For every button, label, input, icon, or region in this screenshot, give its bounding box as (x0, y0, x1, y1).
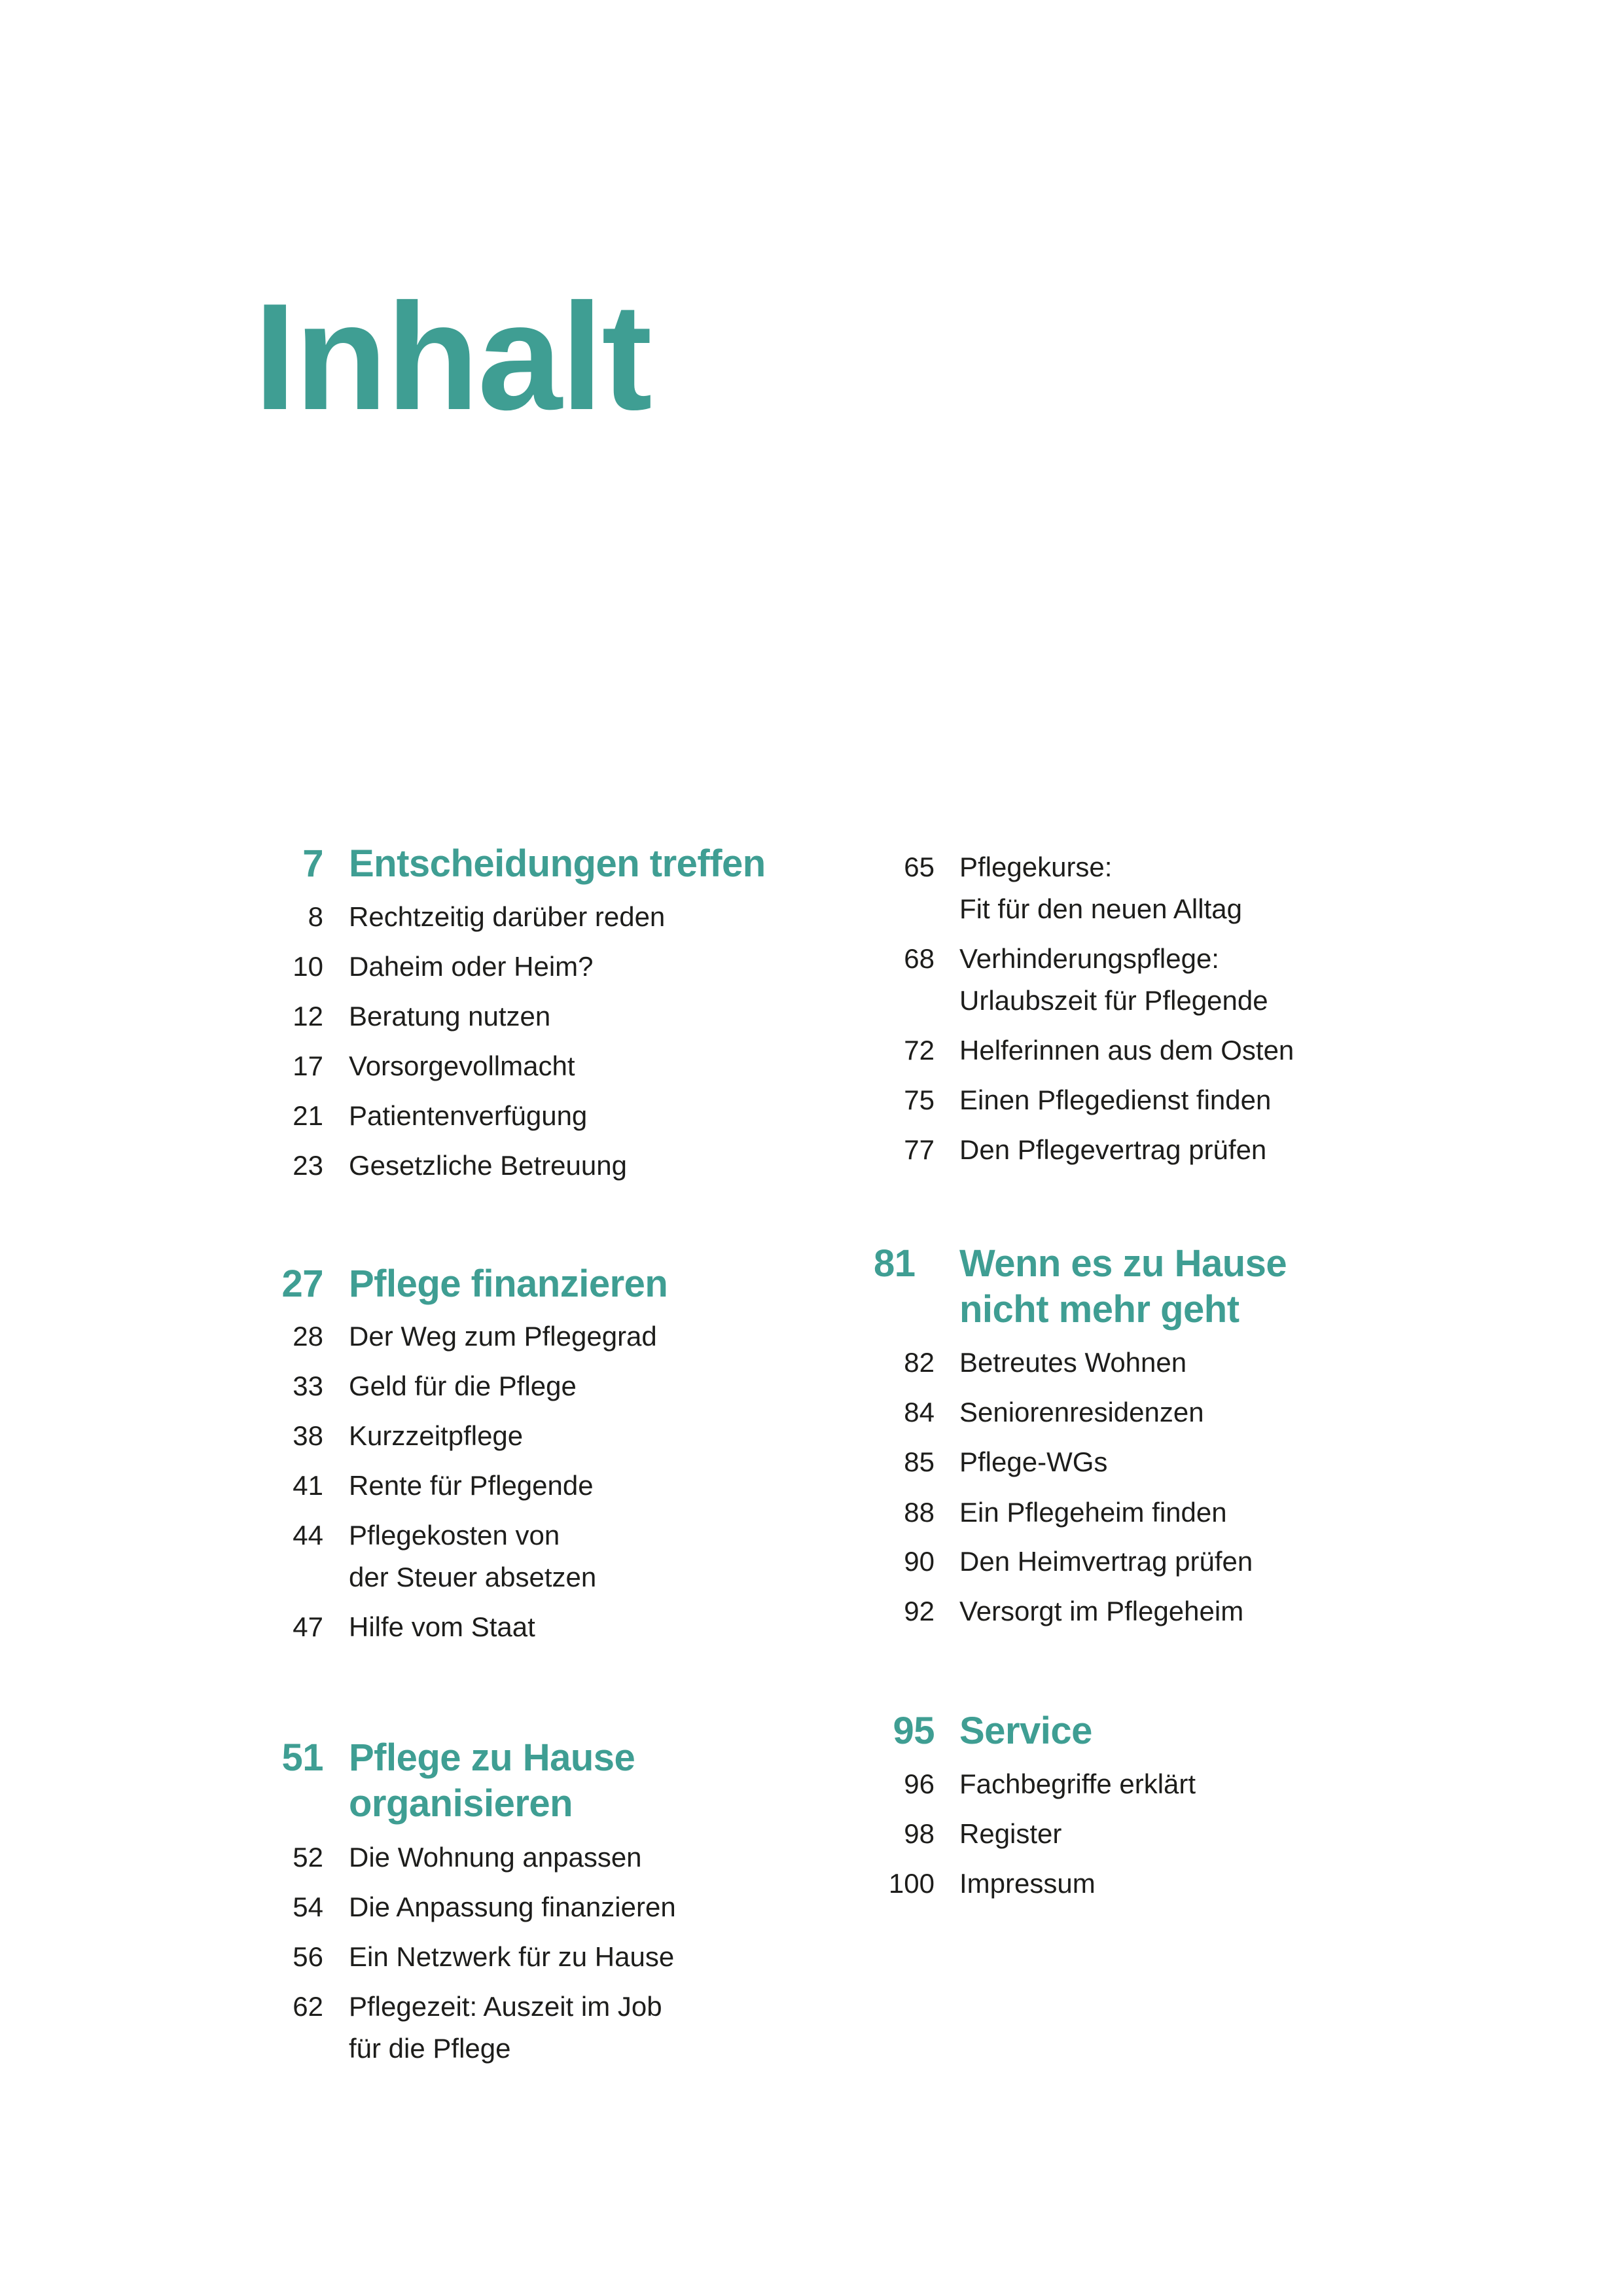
entry-title (349, 1515, 596, 1598)
entry-title: Ein Netzwerk für zu Hause (349, 1941, 675, 1972)
entry-page-number: 90 (904, 1546, 935, 1577)
chapter-title-line1: Pflege zu Hause (349, 1736, 635, 1779)
entry-page-number: 44 (293, 1520, 323, 1551)
entry-title: Pflege-WGs (959, 1446, 1108, 1477)
chapter-title-line2: nicht mehr geht (959, 1288, 1240, 1331)
entry-title: Den Heimvertrag prüfen (959, 1546, 1253, 1577)
entry-title: Seniorenresidenzen (959, 1397, 1204, 1427)
entry-page-number: 68 (904, 943, 935, 974)
entry-title (959, 846, 1242, 930)
entry-page-number: 92 (904, 1596, 935, 1626)
entry-page-number: 21 (293, 1100, 323, 1131)
entry-page-number: 52 (293, 1842, 323, 1873)
entry-title: Hilfe vom Staat (349, 1611, 535, 1642)
entry-page-number: 23 (293, 1150, 323, 1181)
entry-title: Beratung nutzen (349, 1001, 551, 1031)
entry-title: Betreutes Wohnen (959, 1347, 1187, 1378)
chapter-title: Service (959, 1710, 1092, 1752)
entry-title: Der Weg zum Pflegegrad (349, 1321, 657, 1352)
entry-page-number: 100 (888, 1868, 935, 1899)
entry-title: Daheim oder Heim? (349, 951, 594, 982)
entry-page-number: 72 (904, 1035, 935, 1066)
entry-page-number: 56 (293, 1941, 323, 1972)
chapter-page-number: 51 (281, 1736, 323, 1779)
chapter-title (349, 1735, 635, 1827)
entry-page-number: 85 (904, 1446, 935, 1477)
entry-page-number: 33 (293, 1371, 323, 1401)
entry-title: Versorgt im Pflegeheim (959, 1596, 1244, 1626)
chapter-page-number: 7 (302, 842, 323, 885)
chapter-title: Entscheidungen treffen (349, 842, 766, 885)
chapter-title-line1: Wenn es zu Hause (959, 1242, 1287, 1285)
entry-title-line2: der Steuer absetzen (349, 1562, 597, 1592)
entry-title: Fachbegriffe erklärt (959, 1768, 1196, 1799)
entry-page-number: 41 (293, 1470, 323, 1501)
entry-title: Rente für Pflegende (349, 1470, 594, 1501)
entry-page-number: 88 (904, 1497, 935, 1528)
entry-title-line2: Fit für den neuen Alltag (959, 893, 1242, 924)
entry-page-number: 77 (904, 1134, 935, 1165)
entry-page-number: 54 (293, 1892, 323, 1922)
entry-title-line1: Pflegezeit: Auszeit im Job (349, 1991, 662, 2022)
entry-title: Ein Pflegeheim finden (959, 1497, 1227, 1528)
entry-page-number: 12 (293, 1001, 323, 1031)
entry-page-number: 84 (904, 1397, 935, 1427)
entry-title-line2: für die Pflege (349, 2033, 511, 2064)
entry-title: Register (959, 1818, 1062, 1849)
entry-title: Impressum (959, 1868, 1096, 1899)
chapter-page-number: 95 (893, 1710, 935, 1752)
entry-page-number: 98 (904, 1818, 935, 1849)
entry-page-number: 17 (293, 1050, 323, 1081)
entry-title-line2: Urlaubszeit für Pflegende (959, 985, 1268, 1016)
entry-title: Die Anpassung finanzieren (349, 1892, 676, 1922)
chapter-title: Pflege finanzieren (349, 1263, 668, 1305)
entry-page-number: 96 (904, 1768, 935, 1799)
entry-page-number: 8 (308, 901, 323, 932)
entry-page-number: 65 (904, 852, 935, 882)
entry-title (959, 938, 1268, 1022)
chapter-title (959, 1241, 1287, 1333)
entry-page-number: 62 (293, 1991, 323, 2022)
entry-title: Geld für die Pflege (349, 1371, 577, 1401)
chapter-page-number: 81 (874, 1242, 916, 1285)
entry-title: Einen Pflegedienst finden (959, 1085, 1272, 1115)
entry-title: Rechtzeitig darüber reden (349, 901, 666, 932)
entry-page-number: 75 (904, 1085, 935, 1115)
chapter-title-line2: organisieren (349, 1782, 573, 1825)
entry-title: Gesetzliche Betreuung (349, 1150, 627, 1181)
chapter-page-number: 27 (281, 1263, 323, 1305)
entry-title-line1: Pflegekurse: (959, 852, 1113, 882)
page-title: Inhalt (254, 272, 651, 442)
entry-title: Kurzzeitpflege (349, 1420, 524, 1451)
entry-page-number: 47 (293, 1611, 323, 1642)
entry-page-number: 10 (293, 951, 323, 982)
entry-title: Den Pflegevertrag prüfen (959, 1134, 1267, 1165)
entry-title (349, 1986, 662, 2070)
entry-title: Patientenverfügung (349, 1100, 588, 1131)
entry-page-number: 28 (293, 1321, 323, 1352)
entry-page-number: 82 (904, 1347, 935, 1378)
entry-title: Die Wohnung anpassen (349, 1842, 642, 1873)
entry-page-number: 38 (293, 1420, 323, 1451)
entry-title: Helferinnen aus dem Osten (959, 1035, 1294, 1066)
entry-title: Vorsorgevollmacht (349, 1050, 575, 1081)
entry-title-line1: Pflegekosten von (349, 1520, 560, 1551)
entry-title-line1: Verhinderungspflege: (959, 943, 1219, 974)
